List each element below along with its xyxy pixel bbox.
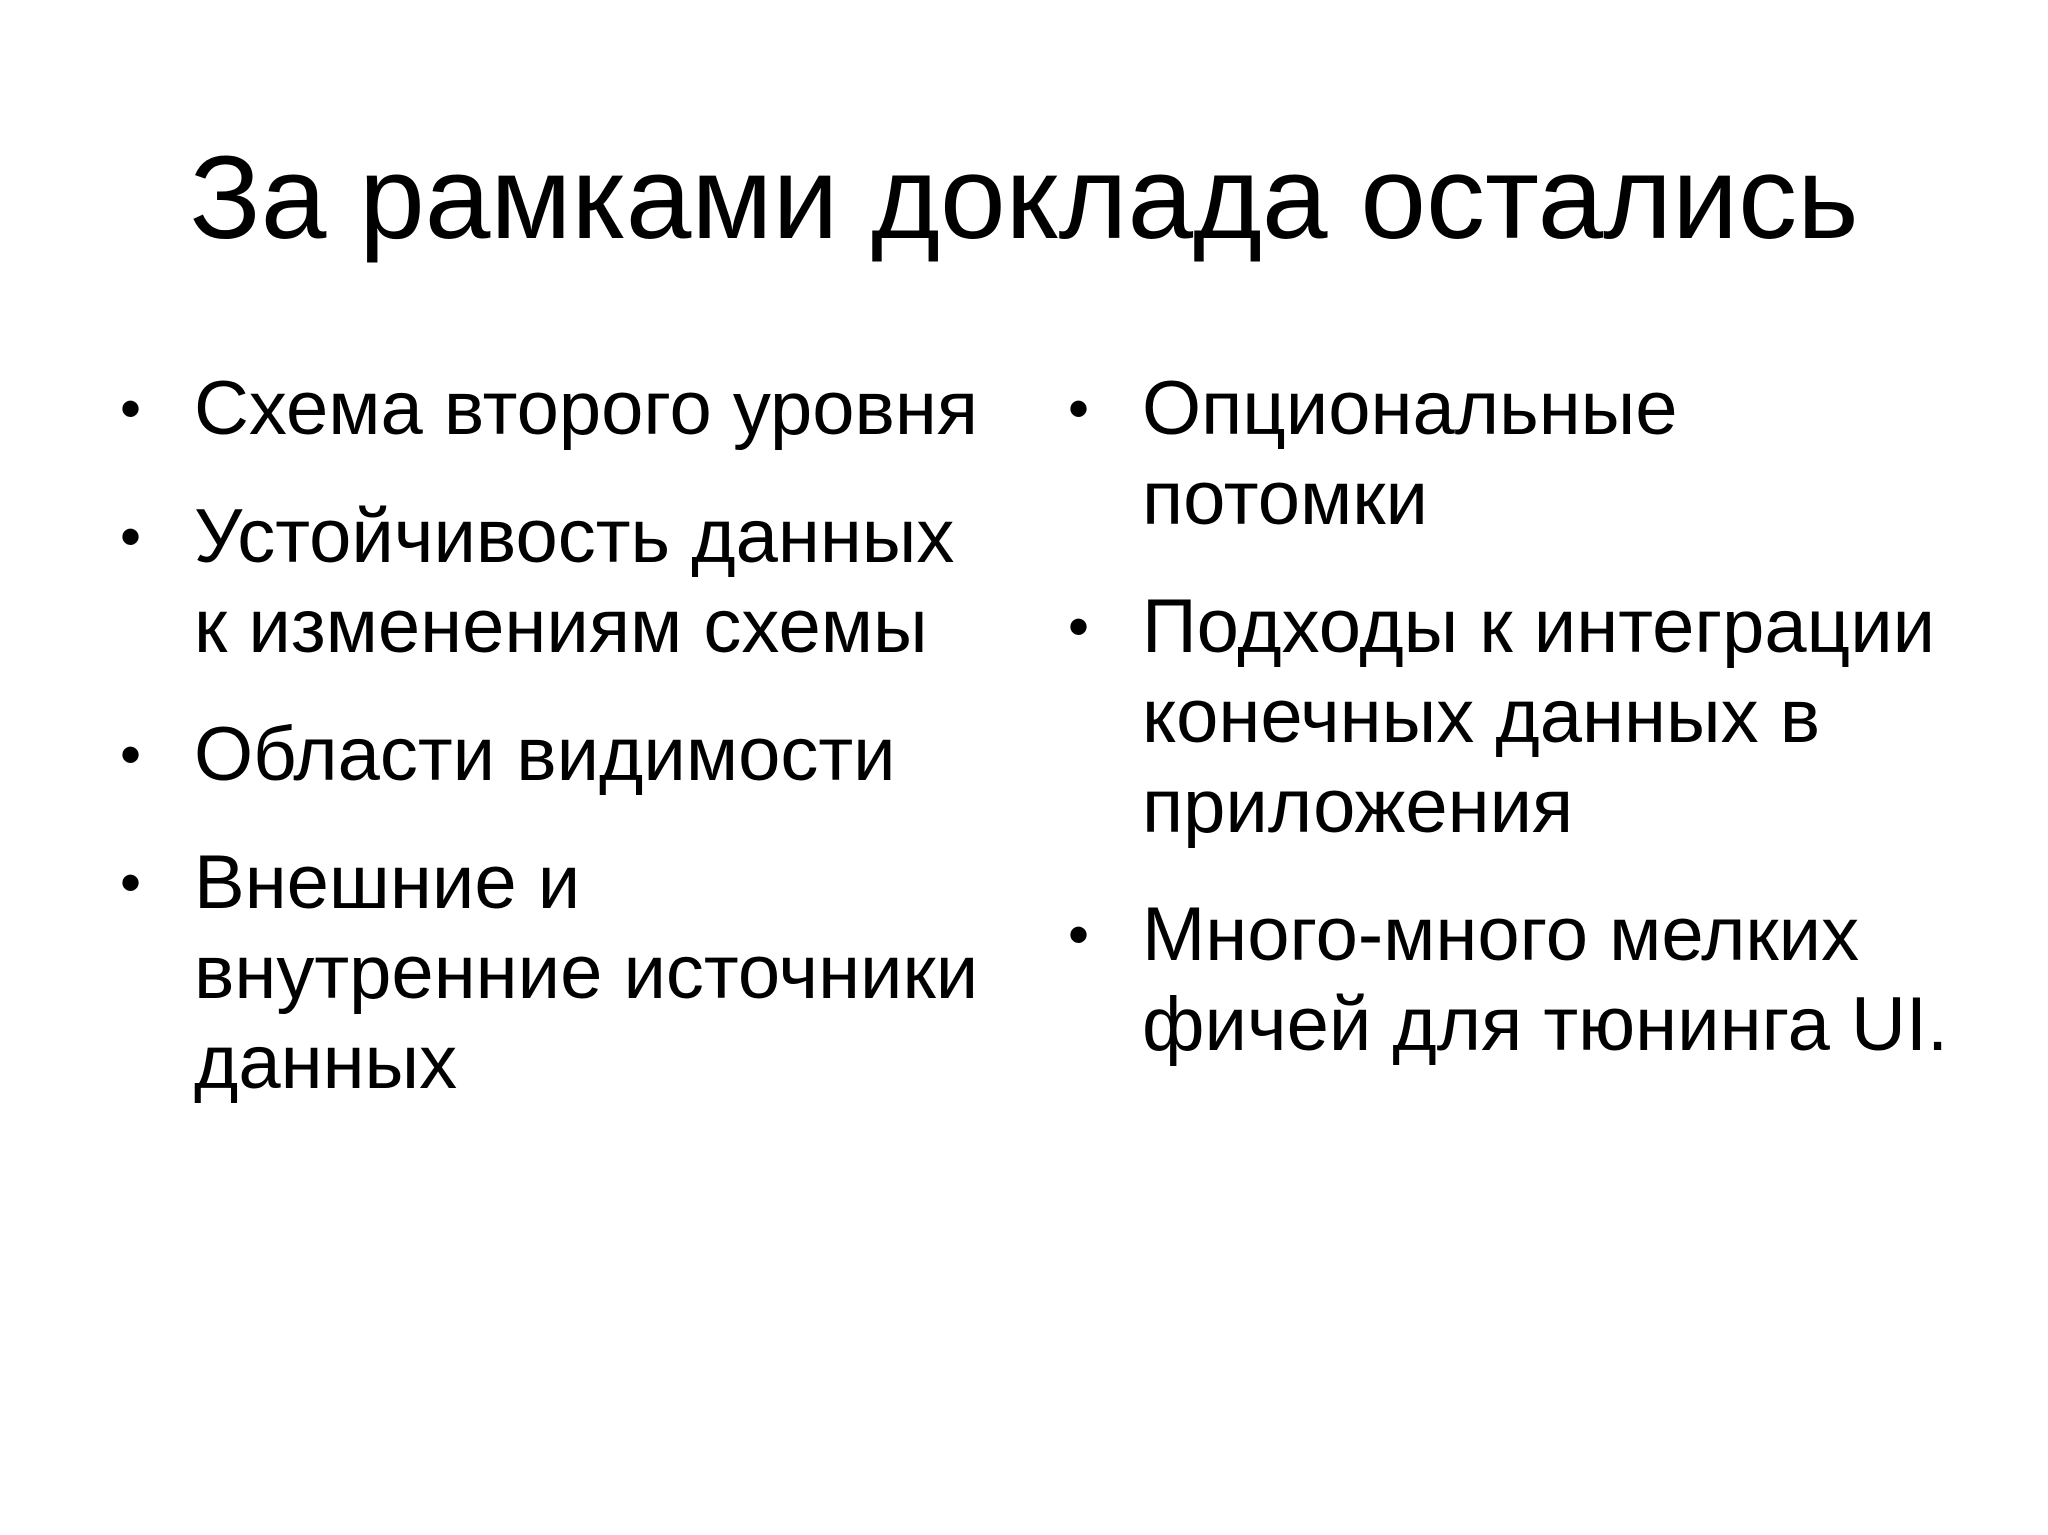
left-bullet-list bbox=[120, 364, 980, 1146]
bullet-item bbox=[120, 364, 980, 454]
bullet-item bbox=[1068, 582, 1968, 852]
bullet-icon: • bbox=[120, 721, 142, 788]
slide-title: За рамками доклада остались bbox=[189, 132, 1859, 264]
bullet-icon: • bbox=[1068, 375, 1090, 442]
bullet-icon: • bbox=[1068, 593, 1090, 660]
bullet-item bbox=[120, 838, 980, 1108]
bullet-text: Устойчивость данных к изменениям схемы bbox=[194, 494, 955, 669]
bullet-icon: • bbox=[1068, 901, 1090, 968]
bullet-icon: • bbox=[120, 849, 142, 916]
bullet-icon: • bbox=[120, 503, 142, 570]
bullet-text: Схема второго уровня bbox=[194, 366, 979, 451]
bullet-item bbox=[1068, 364, 1968, 544]
bullet-text: Опциональные потомки bbox=[1142, 366, 1678, 541]
bullet-item bbox=[120, 710, 980, 800]
bullet-text: Подходы к интеграции конечных данных в приложения bbox=[1142, 584, 1936, 849]
bullet-item bbox=[1068, 890, 1968, 1070]
bullet-text: Области видимости bbox=[194, 712, 896, 797]
bullet-icon: • bbox=[120, 375, 142, 442]
bullet-text: Много-много мелких фичей для тюнинга UI. bbox=[1142, 892, 1949, 1067]
bullet-item bbox=[120, 492, 980, 672]
bullet-text: Внешние и внутренние источники данных bbox=[194, 840, 979, 1105]
right-bullet-list bbox=[1068, 364, 1968, 1108]
